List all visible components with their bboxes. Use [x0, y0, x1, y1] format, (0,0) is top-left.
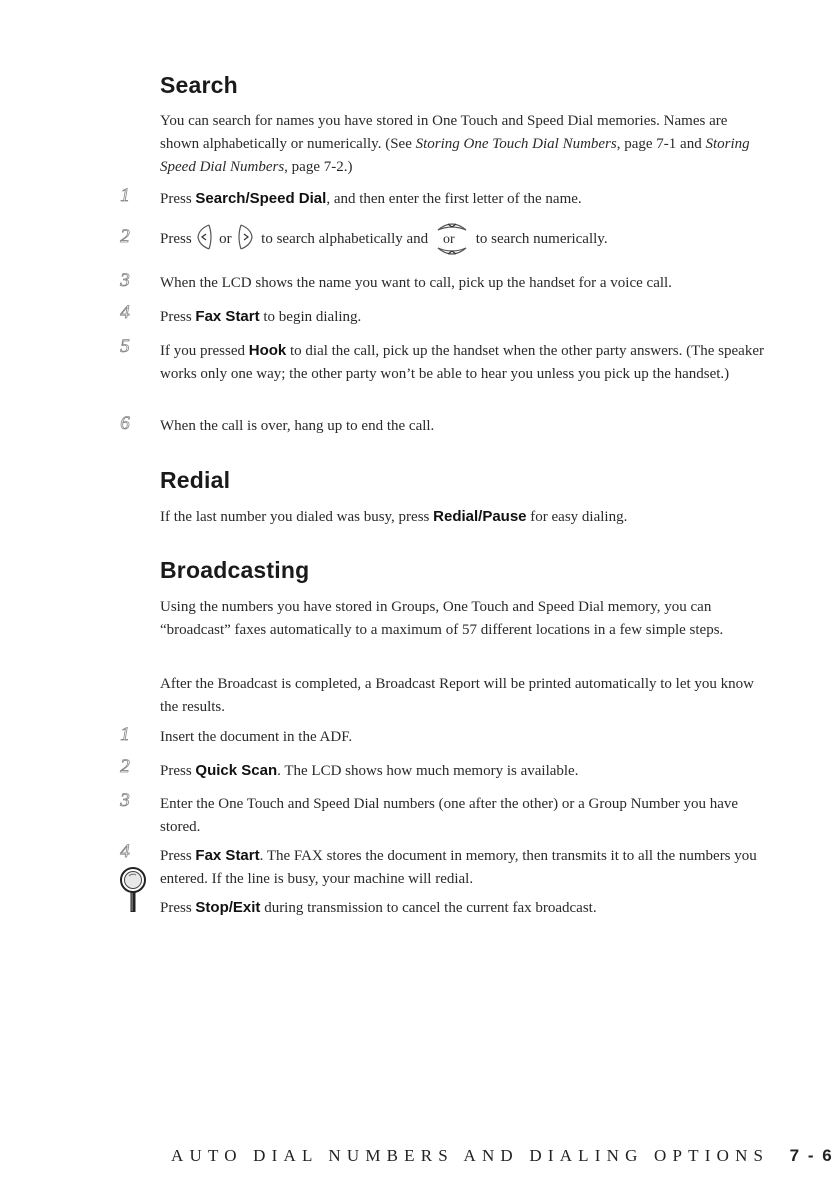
key-redial-pause: Redial/Pause: [433, 508, 527, 525]
key-search-speed-dial: Search/Speed Dial: [195, 190, 327, 207]
broadcasting-report-note: After the Broadcast is completed, a Broadcast Report will be printed automatically to let you know the results.: [160, 676, 755, 715]
redial-heading: Redial: [160, 467, 231, 493]
search-step-1: Press Search/Speed Dial, and then enter the first letter of the name.: [160, 190, 582, 207]
step-number: 3: [120, 790, 130, 811]
search-step-6: When the call is over, hang up to end the call.: [160, 418, 435, 434]
broadcast-step-3: Enter the One Touch and Speed Dial numbers (one after the other) or a Group Number you have stored.: [160, 796, 739, 835]
page-number: 7 - 6: [789, 1146, 834, 1165]
page-footer: [171, 1146, 834, 1166]
step-number: 1: [120, 724, 130, 745]
up-down-or-key: or: [432, 228, 472, 251]
broadcast-note: Press Stop/Exit during transmission to cancel the current fax broadcast.: [160, 899, 597, 916]
magnifier-note-icon: [118, 862, 152, 914]
broadcasting-intro: Using the numbers you have stored in Groups, One Touch and Speed Dial memory, you can “broadcast” faxes automatically to a maximum of 57 different locations in a few simple steps.: [160, 599, 724, 638]
chapter-title: AUTO DIAL NUMBERS AND DIALING OPTIONS: [171, 1146, 770, 1165]
broadcasting-heading: Broadcasting: [160, 557, 310, 583]
broadcast-step-2: Press Quick Scan. The LCD shows how much memory is available.: [160, 762, 579, 779]
broadcast-step-4: Press Fax Start. The FAX stores the document in memory, then transmits it to all the numbers you entered. If the line is busy, your machine will redial.: [160, 847, 757, 887]
search-step-4: Press Fax Start to begin dialing.: [160, 308, 362, 325]
search-step-2: Press or to search alphabetically and or to search numerically.: [160, 228, 770, 251]
key-fax-start: Fax Start: [195, 847, 260, 864]
step-number: 1: [120, 185, 130, 206]
search-step-3: When the LCD shows the name you want to call, pick up the handset for a voice call.: [160, 275, 672, 291]
key-hook: Hook: [248, 342, 287, 359]
ref-one-touch: Storing One Touch Dial Numbers: [415, 136, 617, 152]
step-number: 3: [120, 270, 130, 291]
right-arrow-key-icon: [237, 223, 255, 251]
broadcast-step-1: Insert the document in the ADF.: [160, 729, 353, 745]
search-heading: Search: [160, 72, 238, 98]
step-number: 4: [120, 841, 130, 862]
left-arrow-key-icon: [195, 223, 213, 251]
step-number: 2: [120, 756, 130, 777]
key-quick-scan: Quick Scan: [195, 762, 278, 779]
step-number: 2: [120, 226, 130, 247]
step-number: 5: [120, 336, 130, 357]
search-intro: You can search for names you have stored in One Touch and Speed Dial memories. Names are shown alphabetically or numerically. (See Storing One Touch Dial Numbers, page 7-1 and Storing Speed Dial Numbers, page 7-2.): [160, 113, 750, 175]
search-step-5: If you pressed Hook to dial the call, pick up the handset when the other party answers. (The speaker works only one way; the other party won’t be able to hear you unless you pick up the handset.): [160, 342, 764, 382]
ref-speed-dial: Storing Speed Dial Numbers: [160, 136, 750, 175]
key-stop-exit: Stop/Exit: [195, 899, 261, 916]
redial-text: If the last number you dialed was busy, press Redial/Pause for easy dialing.: [160, 508, 628, 525]
step-number: 4: [120, 302, 130, 323]
key-fax-start: Fax Start: [195, 308, 260, 325]
step-number: 6: [120, 413, 130, 434]
